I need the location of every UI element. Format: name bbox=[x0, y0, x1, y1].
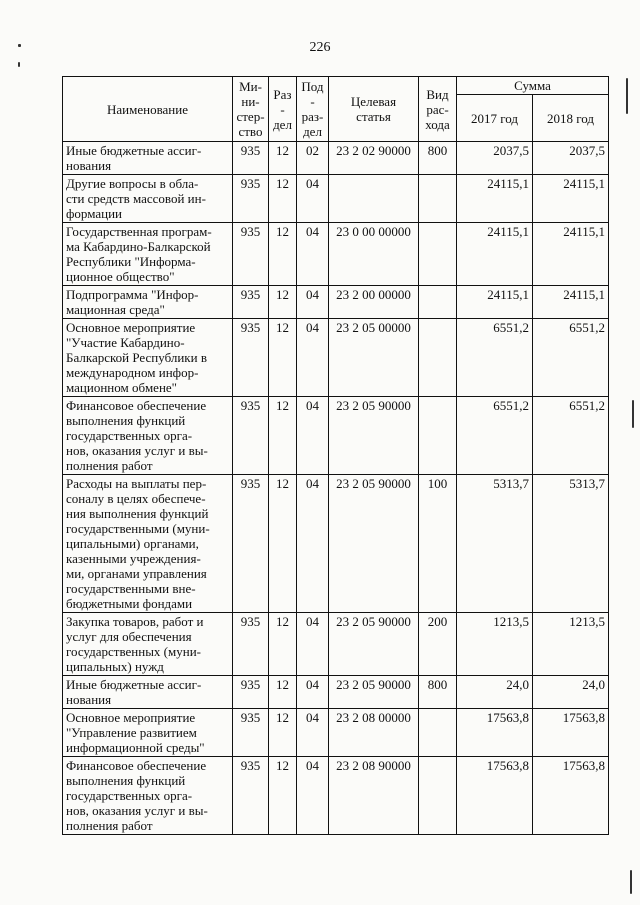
cell-sum-2017: 24115,1 bbox=[457, 175, 533, 223]
cell-sum-2017: 24115,1 bbox=[457, 223, 533, 286]
cell-sum-2017: 17563,8 bbox=[457, 757, 533, 835]
table-row bbox=[63, 709, 609, 757]
cell-section: 12 bbox=[269, 613, 297, 676]
header-ministry: Ми- ни- стер- ство bbox=[233, 77, 269, 142]
cell-sum-2018: 1213,5 bbox=[533, 613, 609, 676]
cell-name: Финансовое обеспечение выполнения функций государственных орга- нов, оказания услуг и вы- полнения работ bbox=[63, 397, 233, 475]
cell-expense-type bbox=[419, 319, 457, 397]
cell-ministry: 935 bbox=[233, 286, 269, 319]
cell-target-article: 23 2 08 00000 bbox=[329, 709, 419, 757]
header-target-article: Целевая статья bbox=[329, 77, 419, 142]
cell-ministry: 935 bbox=[233, 223, 269, 286]
cell-target-article: 23 2 08 90000 bbox=[329, 757, 419, 835]
budget-table bbox=[62, 76, 609, 835]
cell-target-article: 23 2 05 90000 bbox=[329, 475, 419, 613]
cell-sum-2017: 24,0 bbox=[457, 676, 533, 709]
cell-section: 12 bbox=[269, 142, 297, 175]
cell-sum-2017: 1213,5 bbox=[457, 613, 533, 676]
table-row bbox=[63, 142, 609, 175]
cell-sum-2017: 2037,5 bbox=[457, 142, 533, 175]
cell-expense-type bbox=[419, 397, 457, 475]
cell-subsection: 04 bbox=[297, 397, 329, 475]
cell-name: Иные бюджетные ассиг- нования bbox=[63, 676, 233, 709]
cell-section: 12 bbox=[269, 286, 297, 319]
cell-sum-2018: 17563,8 bbox=[533, 757, 609, 835]
cell-name: Государственная програм- ма Кабардино-Балкарской Республики "Информа- ционное общество" bbox=[63, 223, 233, 286]
cell-sum-2017: 5313,7 bbox=[457, 475, 533, 613]
header-expense-type: Вид рас- хода bbox=[419, 77, 457, 142]
cell-name: Расходы на выплаты пер- соналу в целях обеспече- ния выполнения функций государственными (муни- ципальными) органами, казенными учреждения- ми, органами управления государственными вне- бюджетными фондами bbox=[63, 475, 233, 613]
cell-expense-type: 100 bbox=[419, 475, 457, 613]
header-sum: Сумма bbox=[457, 77, 609, 95]
cell-ministry: 935 bbox=[233, 676, 269, 709]
cell-ministry: 935 bbox=[233, 613, 269, 676]
cell-name: Иные бюджетные ассиг- нования bbox=[63, 142, 233, 175]
cell-target-article: 23 2 05 00000 bbox=[329, 319, 419, 397]
cell-section: 12 bbox=[269, 223, 297, 286]
cell-section: 12 bbox=[269, 319, 297, 397]
table-row bbox=[63, 175, 609, 223]
header-section: Раз- дел bbox=[269, 77, 297, 142]
cell-name: Основное мероприятие "Управление развитием информационной среды" bbox=[63, 709, 233, 757]
table-row bbox=[63, 397, 609, 475]
table-row bbox=[63, 319, 609, 397]
cell-section: 12 bbox=[269, 175, 297, 223]
cell-target-article: 23 2 05 90000 bbox=[329, 397, 419, 475]
cell-sum-2017: 24115,1 bbox=[457, 286, 533, 319]
table-row bbox=[63, 223, 609, 286]
cell-sum-2018: 6551,2 bbox=[533, 319, 609, 397]
cell-subsection: 04 bbox=[297, 286, 329, 319]
cell-target-article: 23 2 05 90000 bbox=[329, 676, 419, 709]
scan-edge-mark bbox=[626, 78, 628, 114]
cell-subsection: 04 bbox=[297, 175, 329, 223]
cell-section: 12 bbox=[269, 475, 297, 613]
cell-name: Финансовое обеспечение выполнения функций государственных орга- нов, оказания услуг и вы- полнения работ bbox=[63, 757, 233, 835]
cell-sum-2018: 17563,8 bbox=[533, 709, 609, 757]
cell-ministry: 935 bbox=[233, 709, 269, 757]
table-row bbox=[63, 676, 609, 709]
cell-expense-type bbox=[419, 223, 457, 286]
scan-speck bbox=[18, 62, 20, 67]
cell-name: Подпрограмма "Инфор- мационная среда" bbox=[63, 286, 233, 319]
cell-ministry: 935 bbox=[233, 475, 269, 613]
header-subsection: Под- раз- дел bbox=[297, 77, 329, 142]
cell-subsection: 02 bbox=[297, 142, 329, 175]
cell-section: 12 bbox=[269, 397, 297, 475]
cell-subsection: 04 bbox=[297, 223, 329, 286]
table-row bbox=[63, 613, 609, 676]
cell-sum-2018: 6551,2 bbox=[533, 397, 609, 475]
cell-sum-2018: 24115,1 bbox=[533, 286, 609, 319]
cell-name: Закупка товаров, работ и услуг для обеспечения государственных (муни- ципальных) нужд bbox=[63, 613, 233, 676]
cell-expense-type bbox=[419, 757, 457, 835]
scan-edge-mark bbox=[632, 400, 634, 428]
cell-target-article: 23 2 05 90000 bbox=[329, 613, 419, 676]
cell-target-article: 23 0 00 00000 bbox=[329, 223, 419, 286]
cell-expense-type bbox=[419, 709, 457, 757]
cell-subsection: 04 bbox=[297, 709, 329, 757]
cell-expense-type bbox=[419, 175, 457, 223]
cell-expense-type: 800 bbox=[419, 676, 457, 709]
cell-expense-type: 200 bbox=[419, 613, 457, 676]
cell-sum-2018: 2037,5 bbox=[533, 142, 609, 175]
table-body bbox=[63, 142, 609, 835]
table-row bbox=[63, 475, 609, 613]
cell-ministry: 935 bbox=[233, 319, 269, 397]
page-number: 226 bbox=[309, 40, 331, 55]
scan-speck bbox=[18, 44, 21, 47]
cell-sum-2017: 17563,8 bbox=[457, 709, 533, 757]
cell-sum-2017: 6551,2 bbox=[457, 319, 533, 397]
cell-expense-type bbox=[419, 286, 457, 319]
cell-target-article bbox=[329, 175, 419, 223]
cell-subsection: 04 bbox=[297, 613, 329, 676]
table-row bbox=[63, 757, 609, 835]
cell-target-article: 23 2 00 00000 bbox=[329, 286, 419, 319]
cell-ministry: 935 bbox=[233, 757, 269, 835]
scan-edge-mark bbox=[630, 870, 632, 894]
cell-subsection: 04 bbox=[297, 319, 329, 397]
cell-subsection: 04 bbox=[297, 757, 329, 835]
cell-subsection: 04 bbox=[297, 475, 329, 613]
header-year-2017: 2017 год bbox=[457, 95, 533, 142]
cell-sum-2018: 5313,7 bbox=[533, 475, 609, 613]
cell-section: 12 bbox=[269, 676, 297, 709]
cell-sum-2018: 24,0 bbox=[533, 676, 609, 709]
cell-name: Основное мероприятие "Участие Кабардино- Балкарской Республики в международном инфор- мационном обмене" bbox=[63, 319, 233, 397]
table-row bbox=[63, 286, 609, 319]
cell-name: Другие вопросы в обла- сти средств массовой ин- формации bbox=[63, 175, 233, 223]
cell-sum-2017: 6551,2 bbox=[457, 397, 533, 475]
cell-ministry: 935 bbox=[233, 175, 269, 223]
header-year-2018: 2018 год bbox=[533, 95, 609, 142]
cell-subsection: 04 bbox=[297, 676, 329, 709]
cell-expense-type: 800 bbox=[419, 142, 457, 175]
cell-sum-2018: 24115,1 bbox=[533, 223, 609, 286]
cell-sum-2018: 24115,1 bbox=[533, 175, 609, 223]
cell-ministry: 935 bbox=[233, 142, 269, 175]
cell-section: 12 bbox=[269, 709, 297, 757]
cell-section: 12 bbox=[269, 757, 297, 835]
header-name: Наименование bbox=[63, 77, 233, 142]
cell-target-article: 23 2 02 90000 bbox=[329, 142, 419, 175]
cell-ministry: 935 bbox=[233, 397, 269, 475]
